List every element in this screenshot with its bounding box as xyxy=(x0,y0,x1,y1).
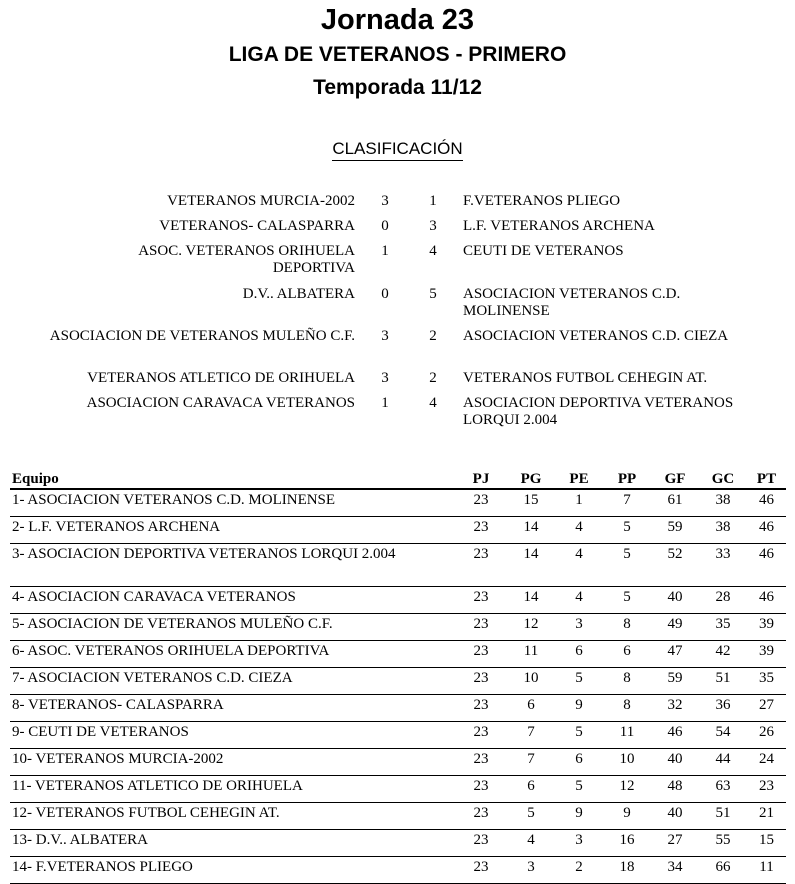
team-cell: 9- CEUTI DE VETERANOS xyxy=(10,722,455,749)
away-score: 2 xyxy=(429,328,437,344)
pt-cell: 11 xyxy=(747,857,786,884)
table-row xyxy=(10,544,786,587)
pj-cell: 23 xyxy=(455,695,507,722)
gf-cell: 61 xyxy=(651,489,699,517)
team-cell: 4- ASOCIACION CARAVACA VETERANOS xyxy=(10,587,455,614)
pt-cell: 26 xyxy=(747,722,786,749)
table-row xyxy=(10,749,786,776)
gc-cell: 51 xyxy=(699,668,747,695)
team-cell: 6- ASOC. VETERANOS ORIHUELA DEPORTIVA xyxy=(10,641,455,668)
column-header-pg: PG xyxy=(507,468,555,489)
away-score: 3 xyxy=(429,218,437,234)
table-row xyxy=(10,695,786,722)
gf-cell: 59 xyxy=(651,668,699,695)
pg-cell: 3 xyxy=(507,857,555,884)
column-header-gc: GC xyxy=(699,468,747,489)
gc-cell: 35 xyxy=(699,614,747,641)
pt-cell: 27 xyxy=(747,695,786,722)
away-team: L.F. VETERANOS ARCHENA xyxy=(463,218,655,234)
pg-cell: 10 xyxy=(507,668,555,695)
pp-cell: 10 xyxy=(603,749,651,776)
pj-cell: 23 xyxy=(455,776,507,803)
pe-cell: 4 xyxy=(555,587,603,614)
pp-cell: 8 xyxy=(603,668,651,695)
away-team: ASOCIACION DEPORTIVA VETERANOS LORQUI 2.004 xyxy=(463,395,734,428)
pt-cell: 15 xyxy=(747,830,786,857)
pe-cell: 6 xyxy=(555,749,603,776)
team-cell: 14- F.VETERANOS PLIEGO xyxy=(10,857,455,884)
standings-table xyxy=(10,468,786,884)
pe-cell: 5 xyxy=(555,668,603,695)
pp-cell: 5 xyxy=(603,587,651,614)
column-header-pj: PJ xyxy=(455,468,507,489)
away-score: 5 xyxy=(429,286,437,302)
section-heading-text: CLASIFICACIÓN xyxy=(332,139,462,161)
pe-cell: 9 xyxy=(555,695,603,722)
gf-cell: 34 xyxy=(651,857,699,884)
away-score: 2 xyxy=(429,370,437,386)
pp-cell: 8 xyxy=(603,695,651,722)
pp-cell: 7 xyxy=(603,489,651,517)
pg-cell: 14 xyxy=(507,544,555,587)
team-cell: 2- L.F. VETERANOS ARCHENA xyxy=(10,517,455,544)
pt-cell: 46 xyxy=(747,544,786,587)
pt-cell: 21 xyxy=(747,803,786,830)
gc-cell: 42 xyxy=(699,641,747,668)
pg-cell: 14 xyxy=(507,587,555,614)
pp-cell: 5 xyxy=(603,517,651,544)
away-team: VETERANOS FUTBOL CEHEGIN AT. xyxy=(463,370,708,386)
pj-cell: 23 xyxy=(455,857,507,884)
gf-cell: 40 xyxy=(651,749,699,776)
gc-cell: 55 xyxy=(699,830,747,857)
section-heading xyxy=(0,139,795,159)
away-score: 4 xyxy=(429,243,437,259)
home-score: 1 xyxy=(381,395,389,411)
gf-cell: 27 xyxy=(651,830,699,857)
pj-cell: 23 xyxy=(455,517,507,544)
pj-cell: 23 xyxy=(455,544,507,587)
pj-cell: 23 xyxy=(455,749,507,776)
pe-cell: 4 xyxy=(555,517,603,544)
column-header-gf: GF xyxy=(651,468,699,489)
away-score: 1 xyxy=(429,193,437,209)
team-cell: 3- ASOCIACION DEPORTIVA VETERANOS LORQUI 2.004 xyxy=(10,544,455,587)
gc-cell: 51 xyxy=(699,803,747,830)
gc-cell: 28 xyxy=(699,587,747,614)
gf-cell: 59 xyxy=(651,517,699,544)
pg-cell: 12 xyxy=(507,614,555,641)
team-cell: 12- VETERANOS FUTBOL CEHEGIN AT. xyxy=(10,803,455,830)
gc-cell: 44 xyxy=(699,749,747,776)
home-team: ASOCIACION CARAVACA VETERANOS xyxy=(86,395,355,411)
gc-cell: 54 xyxy=(699,722,747,749)
gf-cell: 32 xyxy=(651,695,699,722)
pe-cell: 5 xyxy=(555,776,603,803)
team-cell: 13- D.V.. ALBATERA xyxy=(10,830,455,857)
pj-cell: 23 xyxy=(455,830,507,857)
column-header-pp: PP xyxy=(603,468,651,489)
team-cell: 7- ASOCIACION VETERANOS C.D. CIEZA xyxy=(10,668,455,695)
pj-cell: 23 xyxy=(455,614,507,641)
gc-cell: 38 xyxy=(699,489,747,517)
team-cell: 5- ASOCIACION DE VETERANOS MULEÑO C.F. xyxy=(10,614,455,641)
pt-cell: 35 xyxy=(747,668,786,695)
gc-cell: 63 xyxy=(699,776,747,803)
pg-cell: 4 xyxy=(507,830,555,857)
column-header-pe: PE xyxy=(555,468,603,489)
pj-cell: 23 xyxy=(455,722,507,749)
home-team: VETERANOS- CALASPARRA xyxy=(159,218,355,234)
table-row xyxy=(10,614,786,641)
pe-cell: 2 xyxy=(555,857,603,884)
pe-cell: 4 xyxy=(555,544,603,587)
pj-cell: 23 xyxy=(455,489,507,517)
away-team: ASOCIACION VETERANOS C.D. MOLINENSE xyxy=(463,286,681,319)
pe-cell: 1 xyxy=(555,489,603,517)
pj-cell: 23 xyxy=(455,803,507,830)
pp-cell: 16 xyxy=(603,830,651,857)
table-row xyxy=(10,803,786,830)
team-cell: 1- ASOCIACION VETERANOS C.D. MOLINENSE xyxy=(10,489,455,517)
table-row xyxy=(10,857,786,884)
away-team: ASOCIACION VETERANOS C.D. CIEZA xyxy=(463,328,729,344)
away-team: CEUTI DE VETERANOS xyxy=(463,243,624,259)
gf-cell: 48 xyxy=(651,776,699,803)
pp-cell: 8 xyxy=(603,614,651,641)
table-row xyxy=(10,776,786,803)
home-team: VETERANOS ATLETICO DE ORIHUELA xyxy=(87,370,355,386)
gc-cell: 66 xyxy=(699,857,747,884)
pg-cell: 11 xyxy=(507,641,555,668)
pe-cell: 3 xyxy=(555,614,603,641)
away-team: F.VETERANOS PLIEGO xyxy=(463,193,621,209)
pe-cell: 5 xyxy=(555,722,603,749)
pe-cell: 9 xyxy=(555,803,603,830)
table-header-row xyxy=(10,468,786,489)
home-score: 3 xyxy=(381,370,389,386)
gf-cell: 46 xyxy=(651,722,699,749)
home-score: 1 xyxy=(381,243,389,259)
pt-cell: 23 xyxy=(747,776,786,803)
pe-cell: 3 xyxy=(555,830,603,857)
league-name: LIGA DE VETERANOS - PRIMERO xyxy=(228,43,567,66)
pt-cell: 39 xyxy=(747,614,786,641)
pt-cell: 39 xyxy=(747,641,786,668)
pj-cell: 23 xyxy=(455,641,507,668)
column-header-pt: PT xyxy=(747,468,786,489)
gf-cell: 52 xyxy=(651,544,699,587)
pe-cell: 6 xyxy=(555,641,603,668)
home-team: ASOC. VETERANOS ORIHUELA DEPORTIVA xyxy=(138,243,355,276)
gf-cell: 40 xyxy=(651,587,699,614)
team-cell: 8- VETERANOS- CALASPARRA xyxy=(10,695,455,722)
table-row xyxy=(10,587,786,614)
pj-cell: 23 xyxy=(455,668,507,695)
table-row xyxy=(10,517,786,544)
gf-cell: 40 xyxy=(651,803,699,830)
page-title: Jornada 23 xyxy=(320,4,475,36)
table-row xyxy=(10,722,786,749)
pg-cell: 7 xyxy=(507,722,555,749)
season-label: Temporada 11/12 xyxy=(313,76,482,99)
pp-cell: 6 xyxy=(603,641,651,668)
team-cell: 11- VETERANOS ATLETICO DE ORIHUELA xyxy=(10,776,455,803)
gc-cell: 33 xyxy=(699,544,747,587)
home-score: 0 xyxy=(381,286,389,302)
pg-cell: 14 xyxy=(507,517,555,544)
table-row xyxy=(10,830,786,857)
home-team: D.V.. ALBATERA xyxy=(242,286,355,302)
gc-cell: 36 xyxy=(699,695,747,722)
pp-cell: 18 xyxy=(603,857,651,884)
gc-cell: 38 xyxy=(699,517,747,544)
pg-cell: 15 xyxy=(507,489,555,517)
pg-cell: 5 xyxy=(507,803,555,830)
column-header-team: Equipo xyxy=(10,468,455,489)
pp-cell: 12 xyxy=(603,776,651,803)
pj-cell: 23 xyxy=(455,587,507,614)
table-row xyxy=(10,668,786,695)
table-row xyxy=(10,489,786,517)
pg-cell: 6 xyxy=(507,776,555,803)
team-cell: 10- VETERANOS MURCIA-2002 xyxy=(10,749,455,776)
pt-cell: 46 xyxy=(747,517,786,544)
gf-cell: 49 xyxy=(651,614,699,641)
pg-cell: 7 xyxy=(507,749,555,776)
pt-cell: 24 xyxy=(747,749,786,776)
pt-cell: 46 xyxy=(747,489,786,517)
table-row xyxy=(10,641,786,668)
gf-cell: 47 xyxy=(651,641,699,668)
home-score: 3 xyxy=(381,328,389,344)
home-team: VETERANOS MURCIA-2002 xyxy=(167,193,355,209)
pp-cell: 5 xyxy=(603,544,651,587)
home-team: ASOCIACION DE VETERANOS MULEÑO C.F. xyxy=(49,328,355,344)
away-score: 4 xyxy=(429,395,437,411)
home-score: 0 xyxy=(381,218,389,234)
pg-cell: 6 xyxy=(507,695,555,722)
pp-cell: 9 xyxy=(603,803,651,830)
pt-cell: 46 xyxy=(747,587,786,614)
pp-cell: 11 xyxy=(603,722,651,749)
home-score: 3 xyxy=(381,193,389,209)
